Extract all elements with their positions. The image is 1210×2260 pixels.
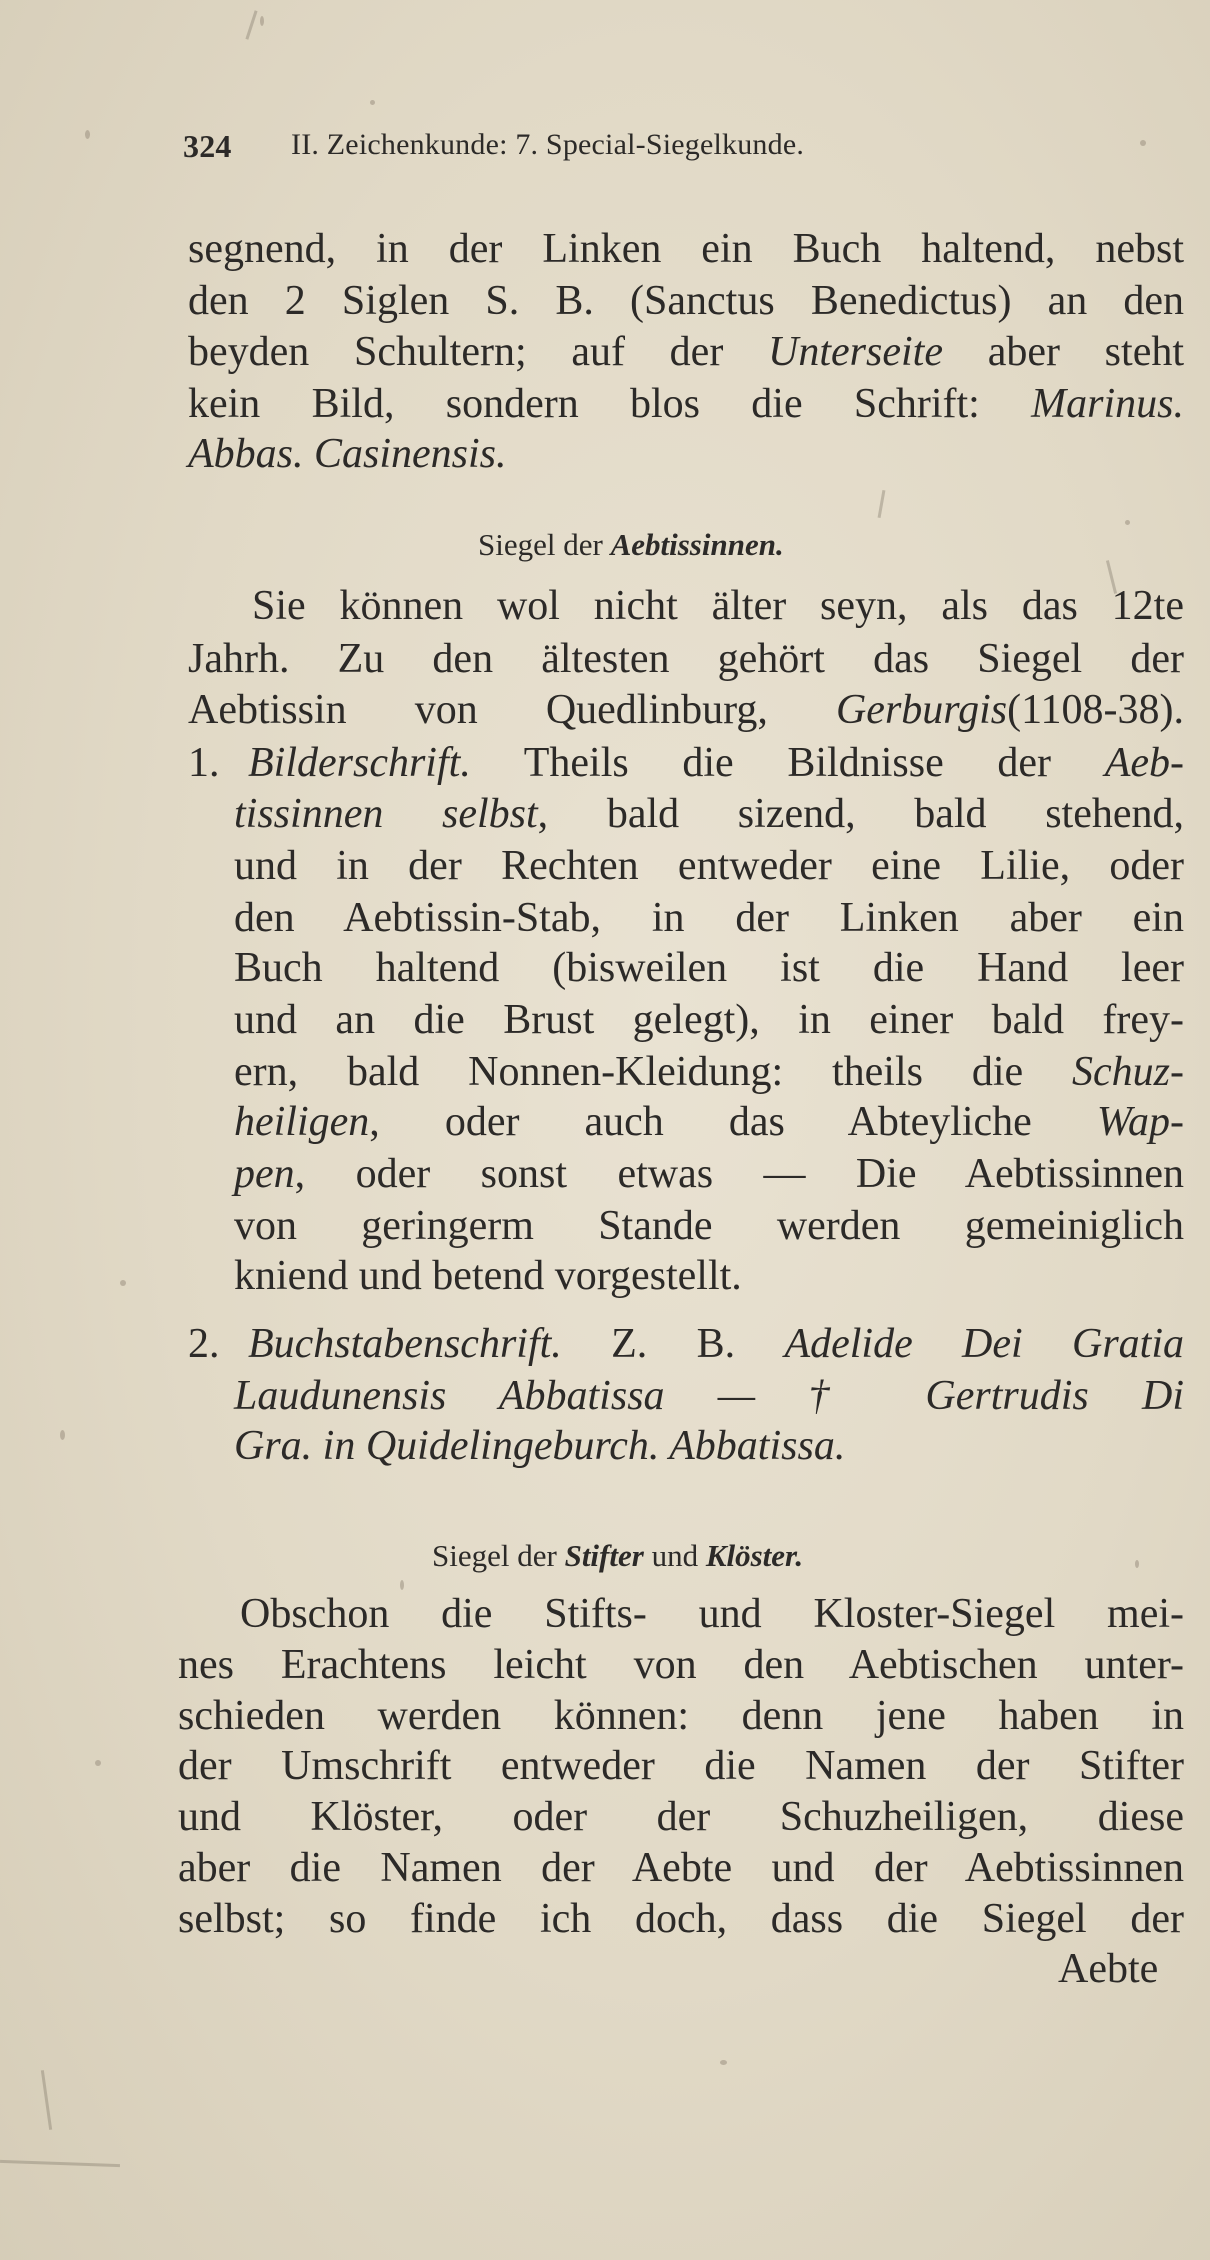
text-line: Laudunensis Abbatissa — † Gertrudis Di: [234, 1373, 1184, 1419]
text-run: kein Bild, sondern blos die Schrift:: [188, 381, 1032, 427]
text-run: (1108-38).: [1007, 687, 1184, 733]
emphasis: Aeb-: [1104, 740, 1184, 786]
emphasis: heiligen: [234, 1099, 370, 1145]
text-run: , oder sonst etwas — Die Aebtissinnen: [294, 1151, 1184, 1197]
heading-emphasis: Klöster.: [705, 1538, 804, 1573]
text-run: Theils die Bildnisse der: [470, 740, 1105, 786]
text-line: aber die Namen der Aebte und der Aebtissinnen: [178, 1845, 1184, 1891]
page-number: 324: [183, 128, 232, 164]
text-line: kniend und betend vorgestellt.: [234, 1253, 742, 1299]
text-line: Buch haltend (bisweilen ist die Hand leer: [234, 945, 1184, 991]
text-line: den Aebtissin-Stab, in der Linken aber ein: [234, 895, 1184, 941]
text-line: Sie können wol nicht älter seyn, als das 12te: [252, 583, 1184, 629]
text-run: beyden Schultern; auf der: [188, 329, 769, 375]
text-line: nes Erachtens leicht von den Aebtischen unter-: [178, 1642, 1184, 1688]
text-line: von geringerm Stande werden gemeiniglich: [234, 1203, 1184, 1249]
heading-text: und: [643, 1538, 706, 1573]
emphasis: Marinus.: [1031, 381, 1184, 427]
text-line: den 2 Siglen S. B. (Sanctus Benedictus) an den: [188, 278, 1184, 324]
text-line: Jahrh. Zu den ältesten gehört das Siegel der: [188, 636, 1184, 682]
running-title: II. Zeichenkunde: 7. Special-Siegelkunde.: [291, 128, 805, 161]
text-run: Aebtissin von Quedlinburg,: [188, 687, 836, 733]
text-line: Abbas. Casinensis.: [188, 431, 507, 477]
text-line: Obschon die Stifts- und Kloster-Siegel mei-: [240, 1591, 1184, 1637]
text-run: , oder auch das Abteyliche: [369, 1099, 1097, 1145]
emphasis: Buchstabenschrift.: [248, 1321, 562, 1367]
text-line: segnend, in der Linken ein Buch haltend, nebst: [188, 226, 1184, 272]
text-line: der Umschrift entweder die Namen der Stifter: [178, 1743, 1184, 1789]
text-line: selbst; so finde ich doch, dass die Siegel der: [178, 1896, 1184, 1942]
text-line: und in der Rechten entweder eine Lilie, oder: [234, 843, 1184, 889]
emphasis: Schuz-: [1072, 1049, 1184, 1095]
list-marker: 1.: [188, 740, 220, 786]
emphasis: Bilderschrift.: [248, 740, 471, 786]
catchword: Aebte: [1058, 1946, 1159, 1992]
text-line: Gra. in Quidelingeburch. Abbatissa.: [234, 1423, 846, 1469]
text-line: und an die Brust gelegt), in einer bald frey-: [234, 997, 1184, 1043]
text-run: Z. B.: [561, 1321, 785, 1367]
text-run: aber steht: [942, 329, 1184, 375]
emphasis: pen: [234, 1151, 295, 1197]
text-line: und Klöster, oder der Schuzheiligen, diese: [178, 1794, 1184, 1840]
emphasis: Unterseite: [768, 329, 943, 375]
heading-emphasis: Stifter: [564, 1538, 644, 1573]
list-marker: 2.: [188, 1321, 220, 1367]
emphasis: tissinnen selbst: [234, 791, 538, 837]
text-run: , bald sizend, bald stehend,: [537, 791, 1184, 837]
heading-text: Siegel der: [432, 1538, 565, 1573]
emphasis: Adelide Dei Gratia: [784, 1321, 1185, 1367]
text-line: schieden werden können: denn jene haben in: [178, 1693, 1184, 1739]
emphasis: Gerburgis: [835, 687, 1008, 733]
text-run: ern, bald Nonnen-Kleidung: theils die: [234, 1049, 1073, 1095]
emphasis: Wap-: [1096, 1099, 1184, 1145]
heading-text: Siegel der: [478, 527, 611, 562]
heading-emphasis: Aebtissinnen.: [610, 527, 784, 562]
